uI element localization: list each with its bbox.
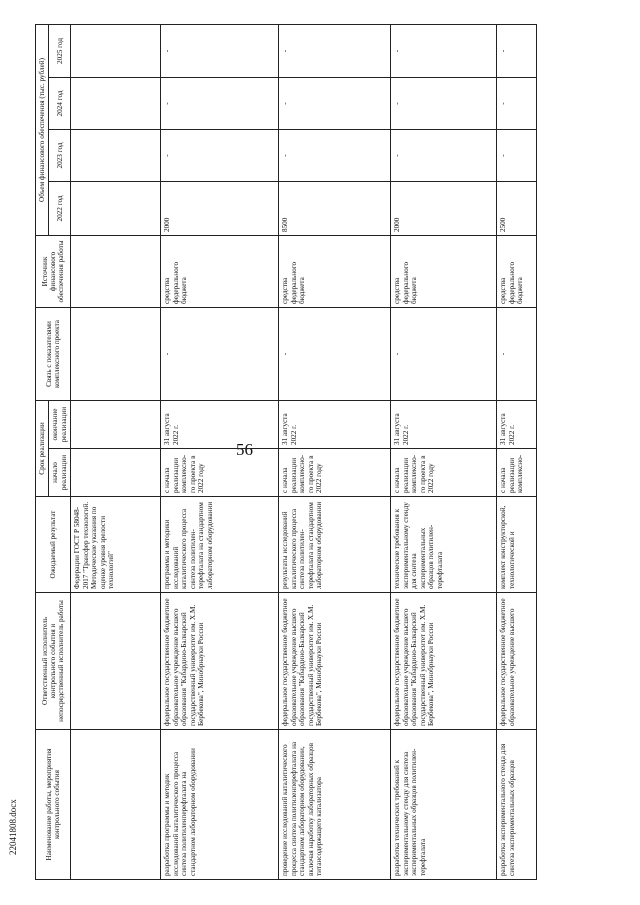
row-2023: - — [161, 130, 279, 182]
row-2025: - — [497, 24, 537, 77]
row-end: 31 августа 2022 г. — [497, 401, 537, 449]
row-2022: 2500 — [497, 182, 537, 236]
row-2025: - — [279, 24, 391, 77]
row-source: средства федерального бюджета — [279, 236, 391, 308]
row-2022: 2000 — [391, 182, 497, 236]
header-result: Ожидаемый результат — [36, 497, 71, 593]
table-row — [391, 24, 497, 879]
row-result: результаты исследований каталитического процесса синтеза политилен-терефталата на стандартном лабораторном оборудовании — [279, 497, 391, 593]
header-2025: 2025 год — [49, 24, 71, 77]
row-executor: федеральное государственное бюджетное образовательное учреждение высшего образования "Кабардино-Балкарский государственный университет им. Х.М. Бербекова", Минобрнауки России — [391, 593, 497, 730]
row-executor: федеральное государственное бюджетное образовательное учреждение высшего — [497, 593, 537, 730]
row-source: средства федерального бюджета — [497, 236, 537, 308]
table-row — [279, 24, 391, 879]
row-link: - — [391, 308, 497, 401]
table-row — [497, 24, 537, 879]
row-end: 31 августа 2022 г. — [161, 401, 279, 449]
row-link: - — [279, 308, 391, 401]
row-link: - — [161, 308, 279, 401]
row-2022: 2000 — [161, 182, 279, 236]
header-term-start: начало реализации — [49, 449, 71, 497]
row-result: комплект конструкторской, технологической и — [497, 497, 537, 593]
row-start: с начала реализации комплексно-го проекта в 2022 году — [279, 449, 391, 497]
continued-result: Федерации ГОСТ Р 58048-2017 "Трансфер технологий. Методические указания по оценке уровня зрелости технологий" — [71, 497, 161, 593]
row-2024: - — [497, 78, 537, 130]
work-plan-table — [35, 24, 537, 880]
row-end: 31 августа 2022 г. — [279, 401, 391, 449]
row-2022: 8500 — [279, 182, 391, 236]
continued-row — [71, 24, 161, 879]
header-name: Наименование работы, мероприятия контрольного события — [36, 730, 71, 880]
header-term-end: окончание реализации — [49, 401, 71, 449]
row-2024: - — [279, 78, 391, 130]
row-end: 31 августа 2022 г. — [391, 401, 497, 449]
row-link: - — [497, 308, 537, 401]
row-2024: - — [391, 78, 497, 130]
row-2025: - — [161, 24, 279, 77]
row-start: с начала реализации комплексно- — [497, 449, 537, 497]
row-name: проведение исследований каталитического процесса синтеза политиленперефталата на стандартном лабораторном оборудовании, включая наработку лабораторных образцов титансодержащего катализатора — [279, 730, 391, 880]
page-number: 56 — [236, 440, 253, 459]
rotated-table-area — [35, 25, 605, 880]
row-result: технические требования к экспериментальному стенду для синтеза экспериментальных образцов политилен-терефталата — [391, 497, 497, 593]
row-source: средства федерального бюджета — [391, 236, 497, 308]
header-volume: Объем финансового обеспечения (тыс. рублей) — [36, 24, 49, 235]
header-executor: Ответственный исполнитель контрольного события и непосредственный исполнитель работы — [36, 593, 71, 730]
footer-filename: 22041808.docx — [8, 799, 18, 855]
row-executor: федеральное государственное бюджетное образовательное учреждение высшего образования "Кабардино-Балкарский государственный университет им. Х.М. Бербекова", Минобрнауки России — [161, 593, 279, 730]
header-source: Источник финансового обеспечения работы — [36, 236, 71, 308]
row-name: разработка экспериментального стенда для синтеза экспериментальных образцов — [497, 730, 537, 880]
header-2023: 2023 год — [49, 130, 71, 182]
row-source: средства федерального бюджета — [161, 236, 279, 308]
row-2025: - — [391, 24, 497, 77]
row-executor: федеральное государственное бюджетное образовательное учреждение высшего образования "Кабардино-Балкарский государственный университет им. Х.М. Бербекова", Минобрнауки России — [279, 593, 391, 730]
header-link: Связь с показателями комплексного проекта — [36, 308, 71, 401]
table-row — [161, 24, 279, 879]
header-2022: 2022 год — [49, 182, 71, 236]
row-result: программа и методики исследований каталитического процесса синтеза политилен-терефталата на стандартном лабораторном оборудовании — [161, 497, 279, 593]
header-2024: 2024 год — [49, 78, 71, 130]
row-start: с начала реализации комплексно-го проекта в 2022 году — [161, 449, 279, 497]
header-term: Срок реализации — [36, 401, 49, 497]
row-2024: - — [161, 78, 279, 130]
row-name: разработка программы и методик исследований каталитического процесса синтеза политиленперефталата на стандартном лабораторном оборудовании — [161, 730, 279, 880]
row-name: разработка технических требований к экспериментальному стенду для синтеза экспериментальных образцов политилен-терефталата — [391, 730, 497, 880]
row-start: с начала реализации комплексно-го проекта в 2022 году — [391, 449, 497, 497]
row-2023: - — [391, 130, 497, 182]
row-2023: - — [279, 130, 391, 182]
row-2023: - — [497, 130, 537, 182]
